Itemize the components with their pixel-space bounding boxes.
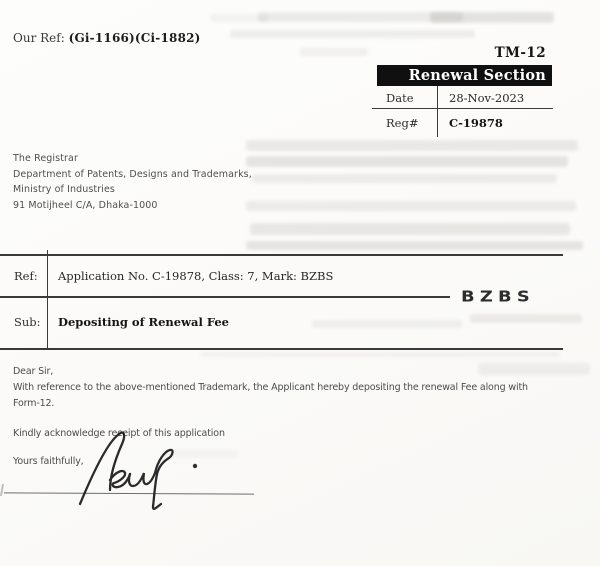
ref-table-bottom-line (0, 348, 563, 350)
signature-scribble (66, 428, 226, 514)
addressee-line: Department of Patents, Designs and Trademarks, (13, 168, 252, 180)
date-value: 28-Nov-2023 (449, 90, 525, 105)
addressee-line: The Registrar (13, 153, 78, 164)
addressee-line: 91 Motijheel C/A, Dhaka-1000 (13, 199, 158, 211)
meta-row-date (377, 86, 553, 109)
sub-label: Sub: (14, 315, 41, 329)
meta-table-divider-line (372, 108, 553, 109)
meta-table-column-line (437, 86, 438, 137)
closing: Yours faithfully, (13, 456, 84, 467)
form-code: TM-12 (494, 45, 546, 61)
ref-table-middle-line (0, 296, 450, 298)
bleed-through-mark (246, 140, 578, 151)
addressee-line: Ministry of Industries (13, 184, 115, 195)
ref-table-column-line (47, 250, 48, 350)
renewal-section-banner: Renewal Section (377, 65, 552, 86)
bleed-through-mark (250, 223, 570, 235)
bleed-through-mark (246, 156, 568, 167)
addressee-block (13, 151, 252, 213)
bleed-through-mark (300, 48, 368, 56)
meta-row-reg (377, 109, 553, 137)
meta-table (377, 86, 553, 137)
scan-artifact (0, 484, 4, 496)
bzbs-wordmark: BZBS (461, 288, 536, 306)
our-ref-label: Our Ref: (13, 31, 65, 45)
bleed-through-mark (246, 241, 583, 250)
salutation: Dear Sir, (13, 366, 54, 377)
date-label: Date (386, 90, 414, 105)
ref-value: Application No. C-19878, Class: 7, Mark: BZBS (58, 269, 334, 283)
reg-label: Reg# (386, 116, 419, 130)
acknowledge-line: Kindly acknowledge receipt of this application (13, 428, 225, 439)
bleed-through-mark (246, 201, 576, 211)
ref-table-top-line (0, 254, 563, 256)
our-ref-line (13, 31, 201, 45)
bleed-through-mark (430, 12, 554, 23)
sub-value: Depositing of Renewal Fee (58, 315, 229, 329)
bleed-through-mark (230, 30, 475, 38)
bleed-through-mark (200, 352, 560, 357)
bleed-through-mark (312, 320, 462, 328)
bleed-through-mark (470, 314, 582, 323)
body-paragraph-line1: With reference to the above-mentioned Trademark, the Applicant hereby depositing the renewal Fee along with (13, 382, 528, 393)
reg-value: C-19878 (449, 116, 503, 130)
our-ref-value: (Gi-1166)(Ci-1882) (68, 31, 201, 45)
body-paragraph-line2: Form-12. (13, 398, 55, 409)
ref-label: Ref: (14, 269, 38, 283)
bleed-through-mark (478, 363, 590, 375)
bleed-through-mark (252, 174, 557, 183)
